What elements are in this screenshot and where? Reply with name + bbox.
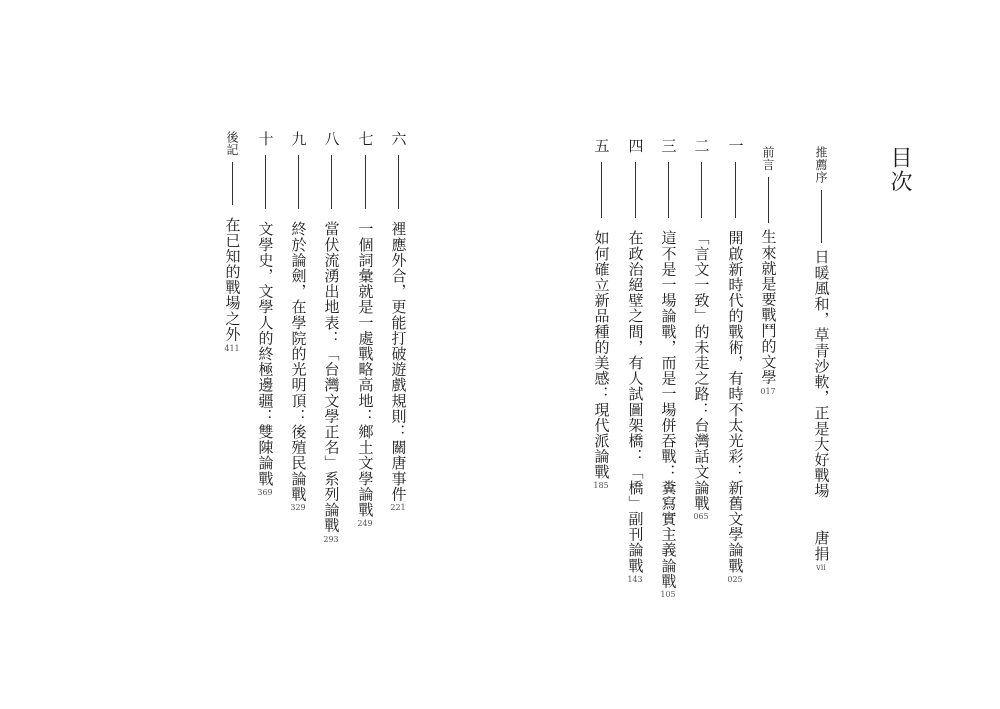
foreword-title: 生來就是要戰鬥的文學 bbox=[759, 229, 778, 385]
chapter-number: 三 bbox=[659, 138, 678, 154]
divider-line bbox=[668, 162, 669, 218]
toc-title: 目次 bbox=[887, 146, 912, 194]
chapter-number: 五 bbox=[592, 138, 611, 154]
afterword-title: 在已知的戰場之外 bbox=[223, 217, 242, 342]
chapter-number: 十 bbox=[256, 131, 275, 147]
afterword-label: 後記 bbox=[225, 131, 239, 156]
chapter-number: 九 bbox=[289, 131, 308, 147]
chapter-number: 四 bbox=[626, 138, 645, 154]
chapter-entry bbox=[282, 131, 314, 512]
chapter-title: 當伏流湧出地表：「台灣文學正名」系列論戰 bbox=[322, 220, 341, 533]
page-number: 185 bbox=[593, 481, 609, 491]
chapter-entry bbox=[619, 138, 651, 584]
chapter-entry bbox=[315, 131, 347, 544]
divider-line bbox=[298, 155, 299, 209]
page-number: vii bbox=[816, 563, 826, 573]
divider-line bbox=[265, 155, 266, 209]
chapter-entry bbox=[349, 131, 381, 528]
divider-line bbox=[821, 190, 822, 243]
divider-line bbox=[768, 177, 769, 223]
chapter-title: 一個詞彙就是一處戰略高地：鄉土文學論戰 bbox=[356, 220, 375, 518]
page-number: 143 bbox=[627, 574, 643, 584]
divider-line bbox=[701, 162, 702, 218]
chapter-number: 二 bbox=[692, 138, 711, 154]
chapter-entry bbox=[585, 138, 617, 490]
chapter-number: 六 bbox=[389, 131, 408, 147]
divider-line bbox=[232, 162, 233, 205]
preface-label: 推薦序 bbox=[814, 146, 828, 184]
page-number: 249 bbox=[357, 519, 373, 529]
chapter-title: 文學史，文學人的終極邊疆：雙陳論戰 bbox=[256, 220, 275, 486]
chapter-entry bbox=[719, 138, 751, 584]
preface-author: 唐捐 bbox=[812, 530, 831, 562]
page-number: 025 bbox=[727, 574, 743, 584]
chapter-title: 終於論劍，在學院的光明頂：後殖民論戰 bbox=[289, 220, 308, 502]
page-number: 293 bbox=[323, 534, 339, 544]
chapter-entry bbox=[382, 131, 414, 512]
page-number: 221 bbox=[390, 503, 406, 513]
divider-line bbox=[635, 162, 636, 218]
divider-line bbox=[398, 155, 399, 209]
chapter-number: 八 bbox=[322, 131, 341, 147]
chapter-title: 如何確立新品種的美感：現代派論戰 bbox=[592, 229, 611, 480]
divider-line bbox=[735, 162, 736, 218]
chapter-title: 在政治絕壁之間，有人試圖架橋：「橋」副刊論戰 bbox=[626, 229, 645, 573]
page-number: 411 bbox=[224, 343, 240, 353]
page-number: 065 bbox=[693, 512, 709, 522]
chapter-entry bbox=[652, 138, 684, 599]
chapter-title: 裡應外合，更能打破遊戲規則：關唐事件 bbox=[389, 220, 408, 502]
divider-line bbox=[365, 155, 366, 209]
chapter-entry bbox=[685, 138, 717, 521]
chapter-title: 「言文一致」的未走之路：台灣話文論戰 bbox=[692, 229, 711, 511]
chapter-title: 這不是一場論戰，而是一場併吞戰：糞寫實主義論戰 bbox=[659, 229, 678, 589]
foreword-label: 前言 bbox=[761, 146, 775, 171]
afterword-entry bbox=[216, 131, 248, 353]
divider-line bbox=[601, 162, 602, 218]
foreword-entry bbox=[752, 146, 784, 396]
chapter-entry bbox=[249, 131, 281, 497]
page-number: 105 bbox=[660, 590, 676, 600]
chapter-number: 七 bbox=[356, 131, 375, 147]
divider-line bbox=[331, 155, 332, 209]
chapter-number: 一 bbox=[726, 138, 745, 154]
page-number: 329 bbox=[290, 503, 306, 513]
preface-entry bbox=[805, 146, 837, 572]
page-number: 017 bbox=[760, 387, 776, 396]
preface-title: 日暖風和，草青沙軟，正是大好戰場 bbox=[812, 248, 831, 499]
page-number: 369 bbox=[257, 487, 273, 497]
chapter-title: 開啟新時代的戰術，有時不太光彩：新舊文學論戰 bbox=[726, 229, 745, 573]
